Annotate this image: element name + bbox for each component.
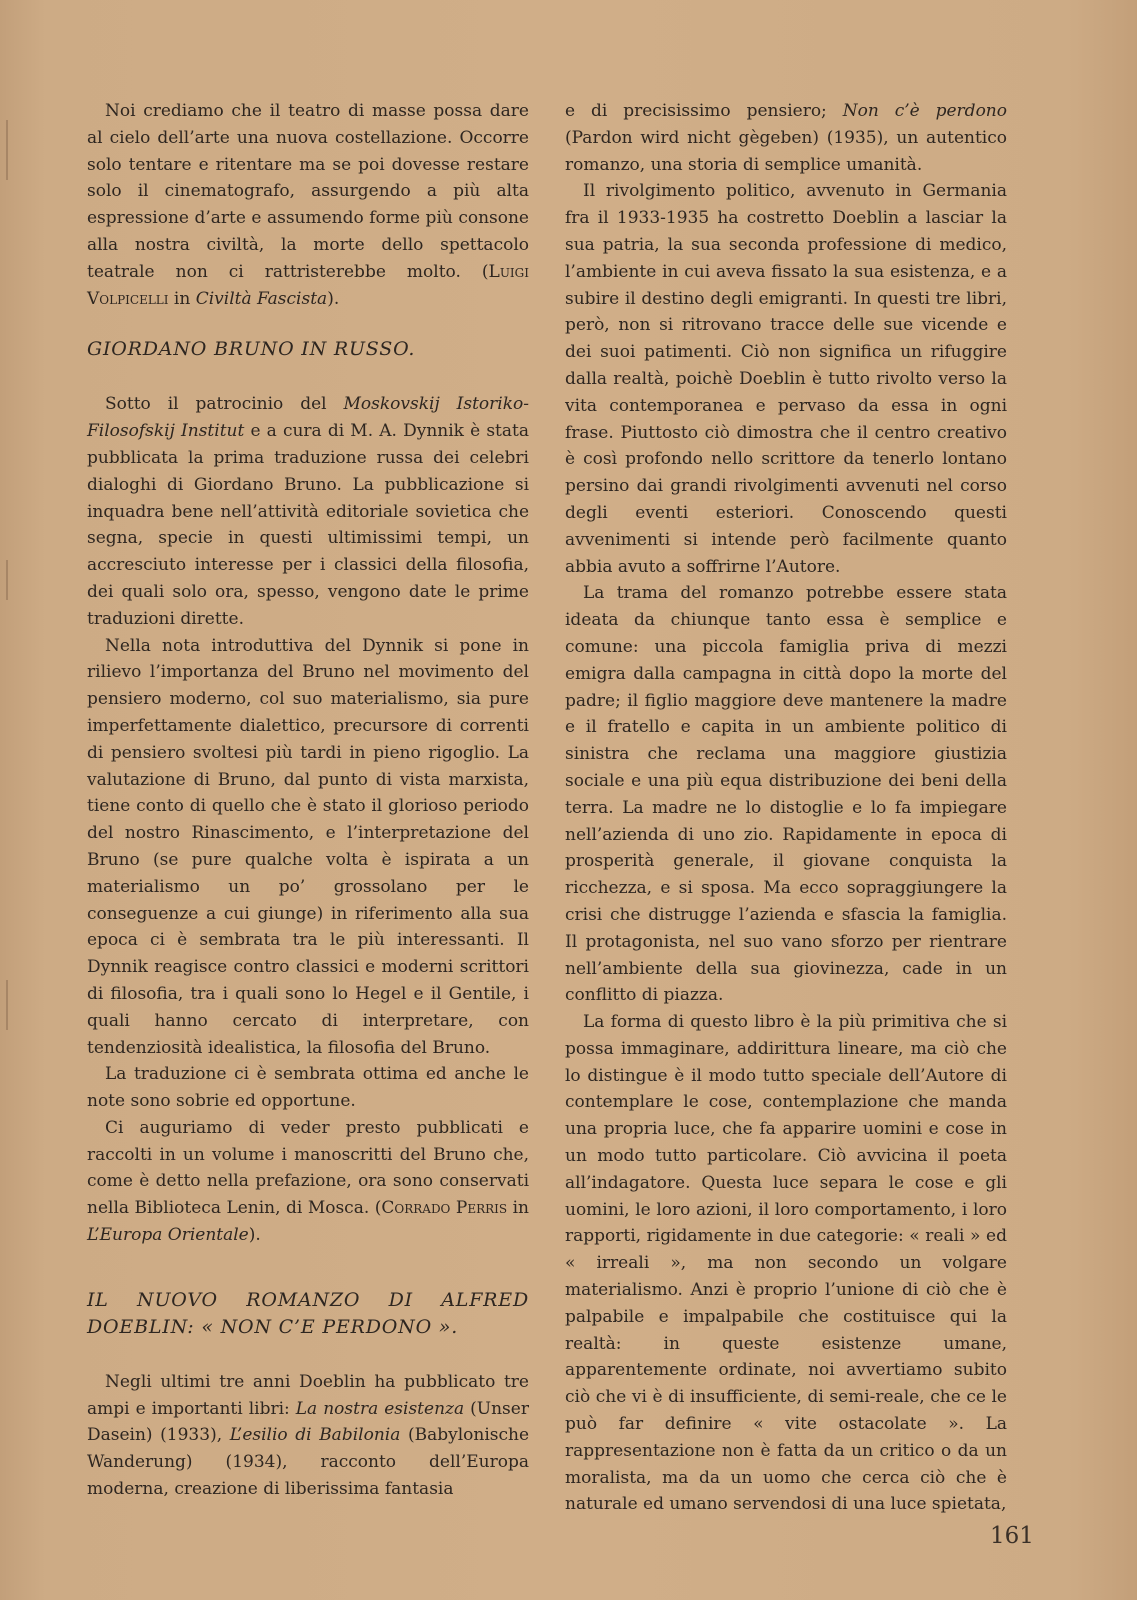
paragraph-text: Sotto il patrocinio del xyxy=(105,394,344,415)
paragraph-text: (Babylonische Wanderung) (1934), racconto dell’Europa moderna, creazione di liberissima fantasia xyxy=(87,1425,530,1500)
paragraph: Il rivolgimento politico, avvenuto in Germania fra il 1933-1935 ha costretto Doeblin a lasciar la sua patria, la sua seconda professione di medico, l’ambiente in cui aveva fissato la sua esistenza, e a subire il destino degli emigranti. In questi tre libri, però, non si ritrovano tracce delle sue vicende e dei suoi patimenti. Ciò non significa un rifuggire dalla realtà, poichè Doeblin è tutto rivolto verso la vita contemporanea e pervaso da essa in ogni frase. Piuttosto ciò dimostra che il centro creativo è così profondo nello scrittore da tenerlo lontano persino dai grandi rivolgimenti avvenuti nel corso degli eventi esteriori. Conoscendo questi avvenimenti si intende però facilmente quanto abbia avuto a soffrirne l’Autore. xyxy=(565,181,1007,577)
page-number: 161 xyxy=(990,1523,1034,1549)
book-title: L’esilio di Babilonia xyxy=(229,1425,401,1446)
paragraph: La forma di questo libro è la più primitiva che si possa immaginare, addirittura lineare, ma ciò che lo distingue è il modo tutto speciale dell’Autore di contemplare le cose, contemplazione che manda una propria luce, che fa apparire uomini e cose in un modo tutto particolare. Ciò avvicina il poeta all’indagatore. Questa luce separa le cose e gli uomini, le loro azioni, il loro comportamento, i loro rapporti, rigidamente in due categorie: « reali » ed « irreali », ma non secondo un volgare materialismo. Anzi è proprio l’unione di ciò che è palpabile e impalpabile che costituisce qui la realtà: in queste esistenze umane, apparentemente ordinate, noi avvertiamo subito ciò che vi è di insufficiente, di semi-reale, che ce le può far definire « vite ostacolate ». La rappresentazione non è fatta da un critico o da un moralista, ma da un uomo che cerca ciò che è naturale ed umano servendosi di una luce spietata, xyxy=(565,1012,1007,1515)
paragraph xyxy=(87,391,529,632)
author-name: Corrado Perris xyxy=(381,1198,508,1219)
right-column xyxy=(565,98,1007,1518)
paragraph-text: e a cura di M. A. Dynnik è stata pubblicata la prima traduzione russa dei celebri dialoghi di Giordano Bruno. La pubblicazione si inquadra bene nell’attività editoriale sovietica che segna, specie in questi ultimissimi tempi, un accresciuto interesse per i classici della filosofia, dei quali solo ora, spesso, vengono date le prime traduzioni dirette. xyxy=(87,421,529,629)
paragraph: La trama del romanzo potrebbe essere stata ideata da chiunque tanto essa è semplice e comune: una piccola famiglia priva di mezzi emigra dalla campagna in città dopo la morte del padre; il figlio maggiore deve mantenere la madre e il fratello e capita in un ambiente politico di sinistra che reclama una maggiore giustizia sociale e una più equa distribuzione dei beni della terra. La madre ne lo distoglie e lo fa impiegare nell’azienda di uno zio. Rapidamente in epoca di prosperità generale, il giovane conquista la ricchezza, e si sposa. Ma ecco sopraggiungere la crisi che distrugge l’azienda e sfascia la famiglia. Il protagonista, nel suo vano sforzo per rientrare nell’ambiente della sua giovinezza, cade in un conflitto di piazza. xyxy=(565,583,1007,1006)
paragraph-text: ). xyxy=(248,1225,261,1246)
left-column xyxy=(87,98,529,1503)
section-heading: IL NUOVO ROMANZO DI ALFRED DOEBLIN: « NON C’E PERDONO ». xyxy=(87,1288,529,1338)
paragraph-text: Noi crediamo che il teatro di masse possa dare al cielo dell’arte una nuova costellazione. Occorre solo tentare e ritentare ma se poi dovesse restare solo il cinematografo, assurgendo a più alta espressione d’arte e assumendo forme più consone alla nostra civiltà, la morte dello spettacolo teatrale non ci rattristerebbe molto. ( xyxy=(87,101,529,282)
paragraph-text: in xyxy=(507,1198,529,1219)
paragraph-text: (Pardon wird nicht gègeben) (1935), un autentico romanzo, una storia di semplice umanità. xyxy=(565,127,1007,175)
paragraph xyxy=(87,98,529,312)
paragraph-text: (Unser Dasein) (1933), xyxy=(87,1398,529,1446)
paragraph xyxy=(87,1115,529,1249)
source-title: Civiltà Fascista xyxy=(195,288,328,309)
paragraph xyxy=(87,1369,529,1503)
book-title: La nostra esistenza xyxy=(295,1398,465,1419)
paragraph-text: Negli ultimi tre anni Doeblin ha pubblicato tre ampi e importanti libri: xyxy=(87,1371,529,1419)
paragraph-text: in xyxy=(168,288,196,309)
author-name: Luigi Volpicelli xyxy=(87,261,529,309)
section-heading: GIORDANO BRUNO IN RUSSO. xyxy=(87,338,416,361)
page-edge-mark xyxy=(6,120,8,180)
paragraph xyxy=(565,98,1007,178)
paragraph-text: ). xyxy=(327,288,340,309)
institute-name: Moskovskij Istoriko-Filosofskij Institut xyxy=(87,394,530,442)
paragraph-text: Ci auguriamo di veder presto pubblicati e raccolti in un volume i manoscritti del Bruno che, come è detto nella prefazione, ora sono conservati nella Biblioteca Lenin, di Mosca. ( xyxy=(87,1117,529,1219)
paragraph: Nella nota introduttiva del Dynnik si pone in rilievo l’importanza del Bruno nel movimento del pensiero moderno, col suo materialismo, sia pure imperfettamente dialettico, precursore di correnti di pensiero svoltesi più tardi in pieno rigoglio. La valutazione di Bruno, dal punto di vista marxista, tiene conto di quello che è stato il glorioso periodo del nostro Rinascimento, e l’interpretazione del Bruno (se pure qualche volta è ispirata a un materialismo un po’ grossolano per le conseguenze a cui giunge) in riferimento alla sua epoca ci è sembrata tra le più interessanti. Il Dynnik reagisce contro classici e moderni scrittori di filosofia, tra i quali sono lo Hegel e il Gentile, i quali hanno cercato di interpretare, con tendenziosità idealistica, la filosofia del Bruno. xyxy=(87,635,529,1058)
book-title: Non c’è perdono xyxy=(842,101,1007,121)
paragraph: La traduzione ci è sembrata ottima ed anche le note sono sobrie ed opportune. xyxy=(87,1064,529,1112)
source-title: L’Europa Orientale xyxy=(87,1225,249,1246)
page-edge-mark xyxy=(6,980,8,1030)
paragraph-text: e di precisissimo pensiero; xyxy=(565,101,843,121)
page-edge-mark xyxy=(6,560,8,600)
